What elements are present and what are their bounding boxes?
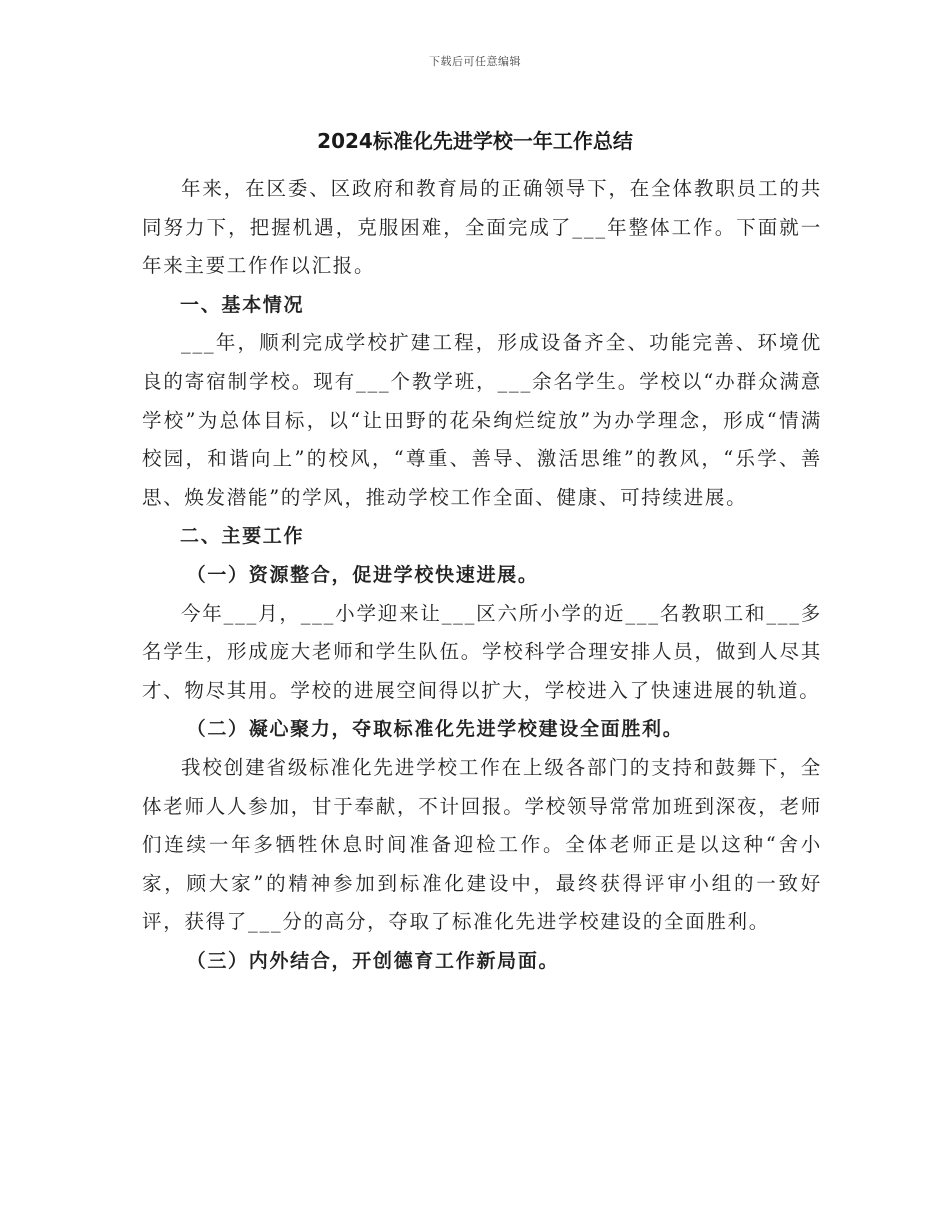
section-heading-main-work: 二、主要工作: [180, 525, 305, 548]
resource-integration-paragraph: 今年___月，___小学迎来让___区六所小学的近___名教职工和___多名学生，形成庞大老师和学生队伍。学校科学合理安排人员，做到人尽其才、物尽其用。学校的进展空间得以扩大，学校进入了快速进展的轨道。: [142, 601, 822, 702]
intro-paragraph: 年来，在区委、区政府和教育局的正确领导下，在全体教职员工的共同努力下，把握机遇，克服困难，全面完成了___年整体工作。下面就一年来主要工作作以汇报。: [142, 177, 822, 278]
section-heading-basic-info: 一、基本情况: [180, 293, 305, 316]
subsection-heading-resource-integration: （一）资源整合，促进学校快速进展。: [186, 563, 539, 586]
standardization-paragraph: 我校创建省级标准化先进学校工作在上级各部门的支持和鼓舞下，全体老师人人参加，甘于奉献，不计回报。学校领导常常加班到深夜，老师们连续一年多牺牲休息时间准备迎检工作。全体老师正是以这种“舍小家，顾大家”的精神参加到标准化建设中，最终获得评审小组的一致好评，获得了___分的高分，夺取了标准化先进学校建设的全面胜利。: [142, 755, 822, 934]
basic-info-paragraph: ___年，顺利完成学校扩建工程，形成设备齐全、功能完善、环境优良的寄宿制学校。现有___个教学班，___余名学生。学校以“办群众满意学校”为总体目标，以“让田野的花朵绚烂绽放”为办学理念，形成“情满校园，和谐向上”的校风，“尊重、善导、激活思维”的教风，“乐学、善思、焕发潜能”的学风，推动学校工作全面、健康、可持续进展。: [142, 331, 822, 509]
document-body: [142, 170, 822, 980]
subsection-heading-standardization: （二）凝心聚力，夺取标准化先进学校建设全面胜利。: [186, 718, 684, 741]
subsection-heading-moral-education: （三）内外结合，开创德育工作新局面。: [186, 949, 560, 972]
page-header-note: 下载后可任意编辑: [429, 55, 521, 68]
document-title: 2024标准化先进学校一年工作总结: [317, 129, 633, 153]
